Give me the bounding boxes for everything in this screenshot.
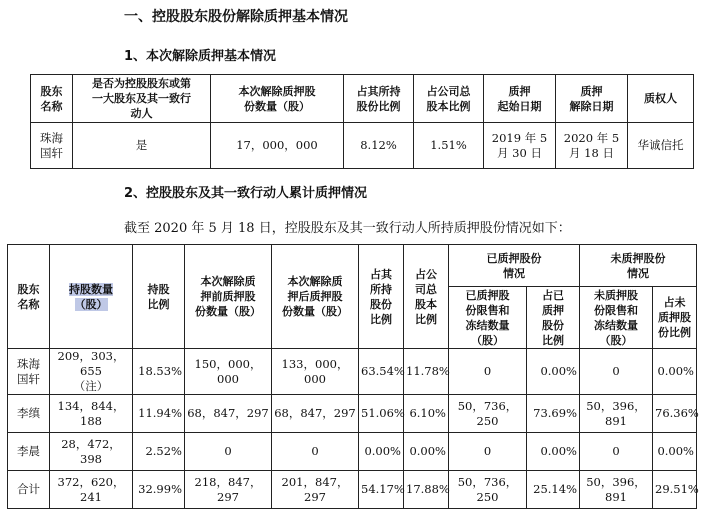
header-cell: 占公司总 股本比例 (414, 75, 484, 123)
header-cell: 是否为控股股东或第 一大股东及其一致行 动人 (73, 75, 211, 123)
cell: 201，847，297 (272, 471, 359, 509)
cell: 50，736，250 (449, 395, 527, 433)
table-row-total (8, 471, 697, 509)
cell: 0.00% (359, 433, 404, 471)
cell: 0.00% (527, 433, 580, 471)
cell: 133，000，000 (272, 349, 359, 395)
section1-title: 1、本次解除质押基本情况 (124, 49, 277, 64)
header-cell: 已质押股 份限售和 冻结数量 （股） (449, 287, 527, 349)
header-group-unpledged: 未质押股份 情况 (580, 245, 697, 287)
cell: 50，736，250 (449, 471, 527, 509)
header-cell: 占未 质押股 份比例 (653, 287, 697, 349)
cell: 2019 年 5 月 30 日 (484, 123, 556, 169)
cell: 8.12% (344, 123, 414, 169)
header-group-pledged: 已质押股份 情况 (449, 245, 580, 287)
cell: 是 (73, 123, 211, 169)
cell: 50，396，891 (580, 471, 653, 509)
header-cell: 本次解除质押股 份数量（股） (211, 75, 344, 123)
cell: 11.78% (404, 349, 449, 395)
table-row (8, 433, 697, 471)
header-cell: 未质押股 份限售和 冻结数量 （股） (580, 287, 653, 349)
cell: 209，303，655 （注） (50, 349, 133, 395)
cell: 0 (449, 433, 527, 471)
cell: 珠海 国轩 (31, 123, 73, 169)
table-header-row (31, 75, 694, 123)
cell: 17，000，000 (211, 123, 344, 169)
header-cell: 占其 所持 股份 比例 (359, 245, 404, 349)
cell: 76.36% (653, 395, 697, 433)
cell: 32.99% (133, 471, 185, 509)
header-cell: 股东 名称 (31, 75, 73, 123)
table-row (8, 349, 697, 395)
cell: 63.54% (359, 349, 404, 395)
cell: 54.17% (359, 471, 404, 509)
cell: 李晨 (8, 433, 50, 471)
cell: 珠海 国轩 (8, 349, 50, 395)
table-header-row (8, 245, 697, 287)
cell: 0 (580, 349, 653, 395)
cell: 372，620，241 (50, 471, 133, 509)
cell: 73.69% (527, 395, 580, 433)
cell: 150，000，000 (185, 349, 272, 395)
header-cell: 股东 名称 (8, 245, 50, 349)
cell: 0 (580, 433, 653, 471)
cell: 68，847，297 (185, 395, 272, 433)
heading-main: 一、控股股东股份解除质押基本情况 (124, 9, 348, 25)
header-cell: 占其所持 股份比例 (344, 75, 414, 123)
cell: 25.14% (527, 471, 580, 509)
cumulative-pledge-table (7, 244, 697, 509)
header-cell: 本次解除质 押前质押股 份数量（股） (185, 245, 272, 349)
cell: 28，472，398 (50, 433, 133, 471)
cell: 2.52% (133, 433, 185, 471)
cell: 218，847，297 (185, 471, 272, 509)
release-pledge-table (30, 74, 694, 169)
table-row (8, 395, 697, 433)
cell: 17.88% (404, 471, 449, 509)
section2-intro: 截至 2020 年 5 月 18 日，控股股东及其一致行动人所持质押股份情况如下： (124, 221, 571, 236)
section2-title: 2、控股股东及其一致行动人累计质押情况 (124, 186, 368, 201)
header-cell: 本次解除质 押后质押股 份数量（股） (272, 245, 359, 349)
cell: 68，847，297 (272, 395, 359, 433)
cell: 0.00% (404, 433, 449, 471)
cell: 0 (272, 433, 359, 471)
table-row (31, 123, 694, 169)
cell: 1.51% (414, 123, 484, 169)
cell: 合计 (8, 471, 50, 509)
header-cell: 占公 司总 股本 比例 (404, 245, 449, 349)
cell: 50，396，891 (580, 395, 653, 433)
header-cell: 质押 解除日期 (556, 75, 628, 123)
cell: 0 (449, 349, 527, 395)
cell: 0.00% (653, 349, 697, 395)
cell: 6.10% (404, 395, 449, 433)
header-cell: 质押 起始日期 (484, 75, 556, 123)
cell: 0.00% (653, 433, 697, 471)
header-cell: 持股 比例 (133, 245, 185, 349)
cell: 0.00% (527, 349, 580, 395)
header-cell (50, 245, 133, 349)
cell: 华诚信托 (628, 123, 694, 169)
cell: 11.94% (133, 395, 185, 433)
cell: 18.53% (133, 349, 185, 395)
cell: 2020 年 5 月 18 日 (556, 123, 628, 169)
header-cell: 质权人 (628, 75, 694, 123)
cell: 51.06% (359, 395, 404, 433)
cell: 李缜 (8, 395, 50, 433)
cell: 29.51% (653, 471, 697, 509)
cell: 0 (185, 433, 272, 471)
header-cell: 占已 质押 股份 比例 (527, 287, 580, 349)
cell: 134，844，188 (50, 395, 133, 433)
header-holding: 持股数量 （股） (69, 282, 113, 311)
